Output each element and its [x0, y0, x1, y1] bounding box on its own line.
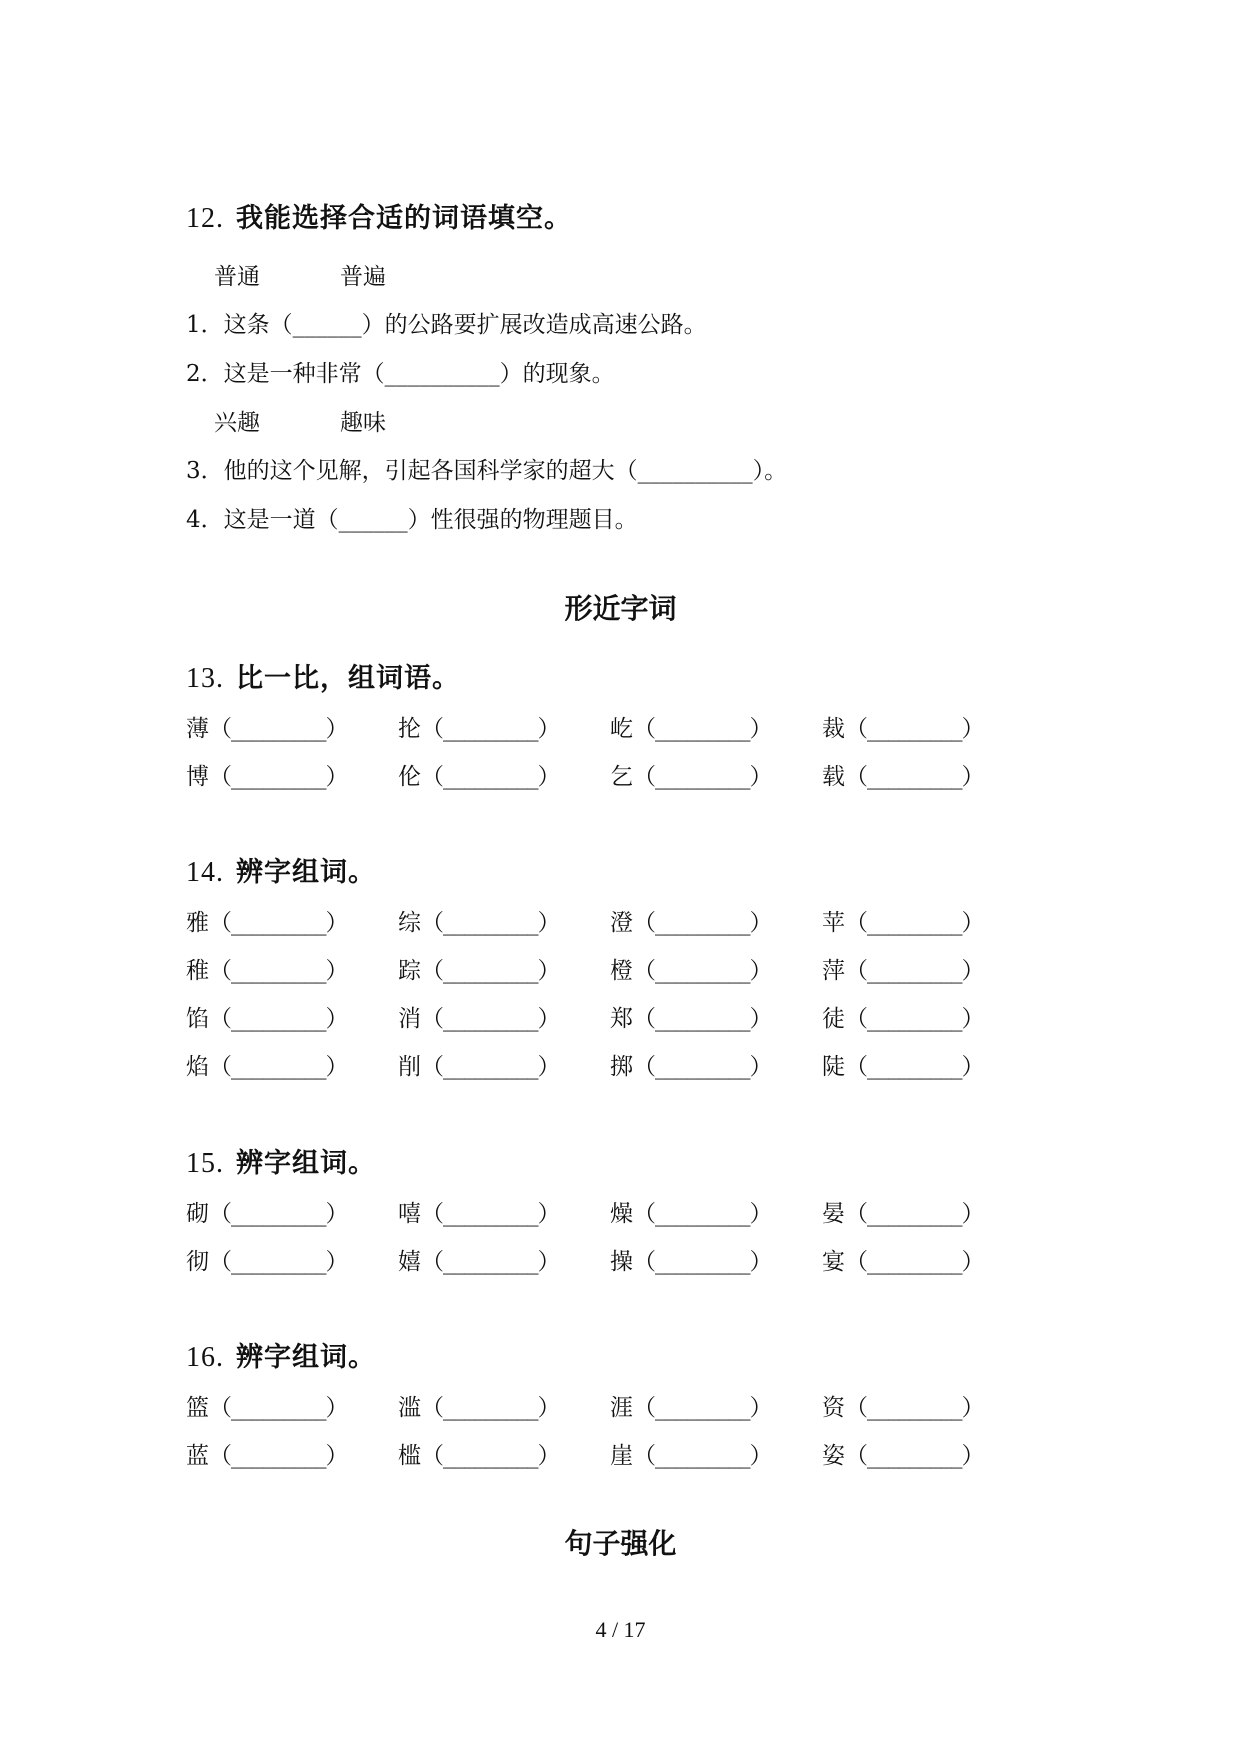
character: 陡 — [822, 1054, 845, 1080]
q12-word-options-2 — [214, 404, 466, 437]
word-entry — [610, 758, 772, 791]
answer-blank[interactable]: （_________） — [209, 1249, 348, 1275]
q16-title — [186, 1335, 376, 1374]
answer-blank[interactable]: （_________） — [845, 1201, 984, 1227]
character: 橙 — [610, 958, 633, 984]
answer-blank[interactable]: （_________） — [633, 1201, 772, 1227]
answer-blank[interactable]: （_________） — [845, 716, 984, 742]
answer-blank[interactable]: （_________） — [421, 1201, 560, 1227]
q15-number: 15. — [186, 1148, 224, 1179]
character: 馅 — [186, 1006, 209, 1032]
q14-number: 14. — [186, 857, 224, 888]
character: 砌 — [186, 1201, 209, 1227]
word-entry — [822, 952, 984, 985]
answer-blank[interactable]: （_________） — [633, 716, 772, 742]
word-entry — [822, 1437, 984, 1470]
character: 崖 — [610, 1443, 633, 1469]
word-entry — [398, 758, 560, 791]
word-entry — [186, 1000, 348, 1033]
word-entry — [398, 1437, 560, 1470]
word-entry — [186, 1048, 348, 1081]
q13-number: 13. — [186, 663, 224, 694]
answer-blank[interactable]: （_________） — [209, 1395, 348, 1421]
character: 嬉 — [398, 1249, 421, 1275]
word-entry — [398, 1000, 560, 1033]
word-entry — [610, 1437, 772, 1470]
word-entry — [398, 1243, 560, 1276]
page-number: 4 / 17 — [595, 1617, 646, 1642]
answer-blank[interactable]: （_________） — [633, 1054, 772, 1080]
q12-sentence-3: 3．他的这个见解，引起各国科学家的超大（__________）。 — [186, 458, 788, 484]
character: 滥 — [398, 1395, 421, 1421]
word-entry — [822, 1389, 984, 1422]
q12-sentence-4: 4．这是一道（______）性很强的物理题目。 — [186, 507, 638, 533]
q12-title — [186, 196, 572, 235]
answer-blank[interactable]: （_________） — [845, 1443, 984, 1469]
character: 薄 — [186, 716, 209, 742]
q14-title-text: 辨字组词。 — [236, 857, 376, 888]
answer-blank[interactable]: （_________） — [209, 1443, 348, 1469]
q15-title-text: 辨字组词。 — [236, 1148, 376, 1179]
word-entry — [822, 1048, 984, 1081]
character: 雅 — [186, 910, 209, 936]
character: 澄 — [610, 910, 633, 936]
word-entry — [822, 904, 984, 937]
character: 综 — [398, 910, 421, 936]
character: 载 — [822, 764, 845, 790]
character: 乞 — [610, 764, 633, 790]
character: 削 — [398, 1054, 421, 1080]
character: 涯 — [610, 1395, 633, 1421]
q13-title-text: 比一比，组词语。 — [236, 663, 460, 694]
character: 裁 — [822, 716, 845, 742]
answer-blank[interactable]: （_________） — [209, 1006, 348, 1032]
answer-blank[interactable]: （_________） — [421, 764, 560, 790]
answer-blank[interactable]: （_________） — [209, 716, 348, 742]
answer-blank[interactable]: （_________） — [421, 1054, 560, 1080]
word-entry — [186, 1243, 348, 1276]
answer-blank[interactable]: （_________） — [845, 1006, 984, 1032]
answer-blank[interactable]: （_________） — [633, 910, 772, 936]
answer-blank[interactable]: （_________） — [421, 910, 560, 936]
answer-blank[interactable]: （_________） — [209, 1054, 348, 1080]
character: 博 — [186, 764, 209, 790]
answer-blank[interactable]: （_________） — [633, 1443, 772, 1469]
word-entry — [186, 1195, 348, 1228]
word-entry — [610, 1048, 772, 1081]
character: 焰 — [186, 1054, 209, 1080]
word-entry — [822, 758, 984, 791]
character: 彻 — [186, 1249, 209, 1275]
answer-blank[interactable]: （_________） — [633, 1395, 772, 1421]
q13-title — [186, 656, 460, 695]
answer-blank[interactable]: （_________） — [209, 910, 348, 936]
answer-blank[interactable]: （_________） — [209, 764, 348, 790]
word-entry — [610, 904, 772, 937]
answer-blank[interactable]: （_________） — [633, 1006, 772, 1032]
word-entry — [610, 1000, 772, 1033]
character: 篮 — [186, 1395, 209, 1421]
word-entry — [822, 710, 984, 743]
q12-number: 12. — [186, 203, 224, 234]
word-entry — [398, 1048, 560, 1081]
character: 资 — [822, 1395, 845, 1421]
q12-word-options-1 — [214, 258, 466, 291]
answer-blank[interactable]: （_________） — [845, 764, 984, 790]
word-entry — [610, 1389, 772, 1422]
word-entry — [186, 952, 348, 985]
character: 伦 — [398, 764, 421, 790]
word-option: 兴趣 — [214, 410, 260, 436]
word-entry — [186, 758, 348, 791]
q14-title — [186, 850, 376, 889]
character: 苹 — [822, 910, 845, 936]
q12-title-text: 我能选择合适的词语填空。 — [236, 203, 572, 234]
answer-blank[interactable]: （_________） — [421, 1249, 560, 1275]
answer-blank[interactable]: （_________） — [845, 958, 984, 984]
section-heading-similar-characters: 形近字词 — [564, 592, 677, 625]
character: 徒 — [822, 1006, 845, 1032]
word-entry — [822, 1195, 984, 1228]
answer-blank[interactable]: （_________） — [421, 1443, 560, 1469]
answer-blank[interactable]: （_________） — [421, 716, 560, 742]
answer-blank[interactable]: （_________） — [845, 1054, 984, 1080]
word-entry — [610, 1243, 772, 1276]
word-entry — [398, 1195, 560, 1228]
character: 郑 — [610, 1006, 633, 1032]
word-entry — [186, 1437, 348, 1470]
word-entry — [610, 710, 772, 743]
character: 操 — [610, 1249, 633, 1275]
q16-title-text: 辨字组词。 — [236, 1342, 376, 1373]
answer-blank[interactable]: （_________） — [209, 1201, 348, 1227]
word-entry — [610, 952, 772, 985]
answer-blank[interactable]: （_________） — [421, 1395, 560, 1421]
word-entry — [398, 904, 560, 937]
answer-blank[interactable]: （_________） — [633, 764, 772, 790]
character: 稚 — [186, 958, 209, 984]
character: 槛 — [398, 1443, 421, 1469]
answer-blank[interactable]: （_________） — [845, 910, 984, 936]
q15-title — [186, 1141, 376, 1180]
answer-blank[interactable]: （_________） — [633, 958, 772, 984]
word-entry — [822, 1000, 984, 1033]
character: 掷 — [610, 1054, 633, 1080]
character: 晏 — [822, 1201, 845, 1227]
word-entry — [398, 1389, 560, 1422]
section-heading-sentence-practice: 句子强化 — [564, 1527, 677, 1560]
character: 抡 — [398, 716, 421, 742]
character: 燥 — [610, 1201, 633, 1227]
word-entry — [398, 952, 560, 985]
character: 宴 — [822, 1249, 845, 1275]
character: 姿 — [822, 1443, 845, 1469]
word-entry — [186, 1389, 348, 1422]
character: 蓝 — [186, 1443, 209, 1469]
character: 萍 — [822, 958, 845, 984]
answer-blank[interactable]: （_________） — [421, 958, 560, 984]
character: 嘻 — [398, 1201, 421, 1227]
q12-sentence-2: 2．这是一种非常（__________）的现象。 — [186, 361, 615, 387]
answer-blank[interactable]: （_________） — [633, 1249, 772, 1275]
answer-blank[interactable]: （_________） — [845, 1249, 984, 1275]
word-entry — [822, 1243, 984, 1276]
character: 屹 — [610, 716, 633, 742]
answer-blank[interactable]: （_________） — [845, 1395, 984, 1421]
character: 踪 — [398, 958, 421, 984]
word-entry — [610, 1195, 772, 1228]
word-entry — [186, 904, 348, 937]
character: 消 — [398, 1006, 421, 1032]
word-option: 普通 — [214, 264, 260, 290]
word-option: 趣味 — [340, 410, 386, 436]
q16-number: 16. — [186, 1342, 224, 1373]
q12-sentence-1: 1．这条（______）的公路要扩展改造成高速公路。 — [186, 312, 707, 338]
word-option: 普遍 — [340, 264, 386, 290]
answer-blank[interactable]: （_________） — [421, 1006, 560, 1032]
answer-blank[interactable]: （_________） — [209, 958, 348, 984]
word-entry — [398, 710, 560, 743]
word-entry — [186, 710, 348, 743]
